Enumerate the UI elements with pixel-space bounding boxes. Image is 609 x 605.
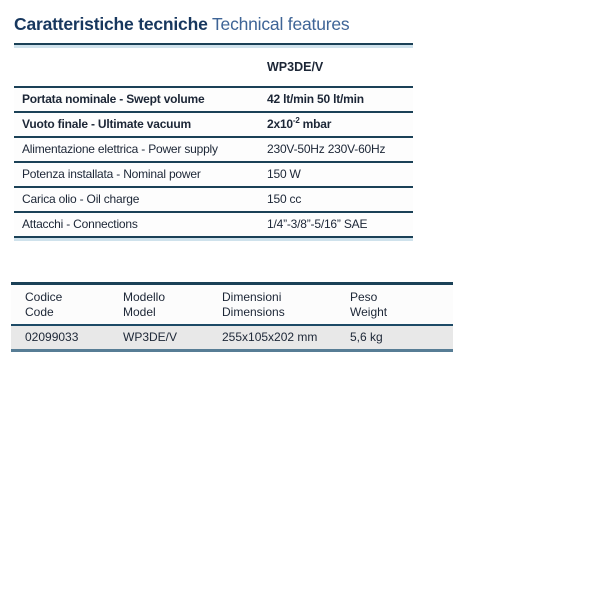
spec-row-power-supply (14, 138, 413, 163)
spec-label: Portata nominale - Swept volume (22, 92, 205, 106)
spec-value: 42 lt/min 50 lt/min (267, 92, 364, 106)
value-unit: mbar (302, 117, 332, 131)
value-base: 2x10 (267, 117, 293, 131)
spec-label: Carica olio - Oil charge (22, 192, 140, 206)
spec-row-connections (14, 213, 413, 238)
page-title-primary: Caratteristiche tecniche (14, 14, 208, 34)
column-header-code-en: Code (25, 305, 54, 319)
spec-label: Alimentazione elettrica - Power supply (22, 142, 218, 156)
cell-dimensions: 255x105x202 mm (222, 330, 318, 344)
column-header-model-it: Modello (123, 290, 166, 304)
value-exponent: -2 (292, 116, 300, 125)
column-header-weight-en: Weight (350, 305, 388, 319)
column-header-dimensions (222, 290, 350, 320)
spec-table-column-header-row (14, 60, 413, 76)
page-title (14, 14, 413, 45)
spec-label: Vuoto finale - Ultimate vacuum (22, 117, 191, 131)
spec-row-oil-charge (14, 188, 413, 213)
spec-value (267, 113, 331, 136)
spec-value: 230V-50Hz 230V-60Hz (267, 142, 386, 156)
cell-code: 02099033 (25, 330, 79, 344)
column-header-model-en: Model (123, 305, 156, 319)
cell-model: WP3DE/V (123, 330, 178, 344)
spec-value: 1/4”-3/8”-5/16” SAE (267, 217, 368, 231)
cell-weight: 5,6 kg (350, 330, 383, 344)
column-header-weight (350, 290, 453, 320)
model-column-header: WP3DE/V (267, 60, 324, 74)
column-header-dimensions-it: Dimensioni (222, 290, 282, 304)
spec-value: 150 W (267, 167, 301, 181)
spec-row-swept-volume (14, 88, 413, 113)
spec-table (14, 86, 413, 238)
spec-row-nominal-power (14, 163, 413, 188)
spec-label: Potenza installata - Nominal power (22, 167, 201, 181)
info-table (11, 282, 453, 352)
column-header-model (123, 290, 222, 320)
spec-row-ultimate-vacuum (14, 113, 413, 138)
column-header-code-it: Codice (25, 290, 63, 304)
info-table-data-row (11, 326, 453, 352)
info-table-header-row (11, 285, 453, 326)
page-title-secondary: Technical features (211, 14, 350, 34)
column-header-code (25, 290, 123, 320)
column-header-weight-it: Peso (350, 290, 378, 304)
spec-value: 150 cc (267, 192, 302, 206)
spec-label: Attacchi - Connections (22, 217, 138, 231)
column-header-dimensions-en: Dimensions (222, 305, 285, 319)
